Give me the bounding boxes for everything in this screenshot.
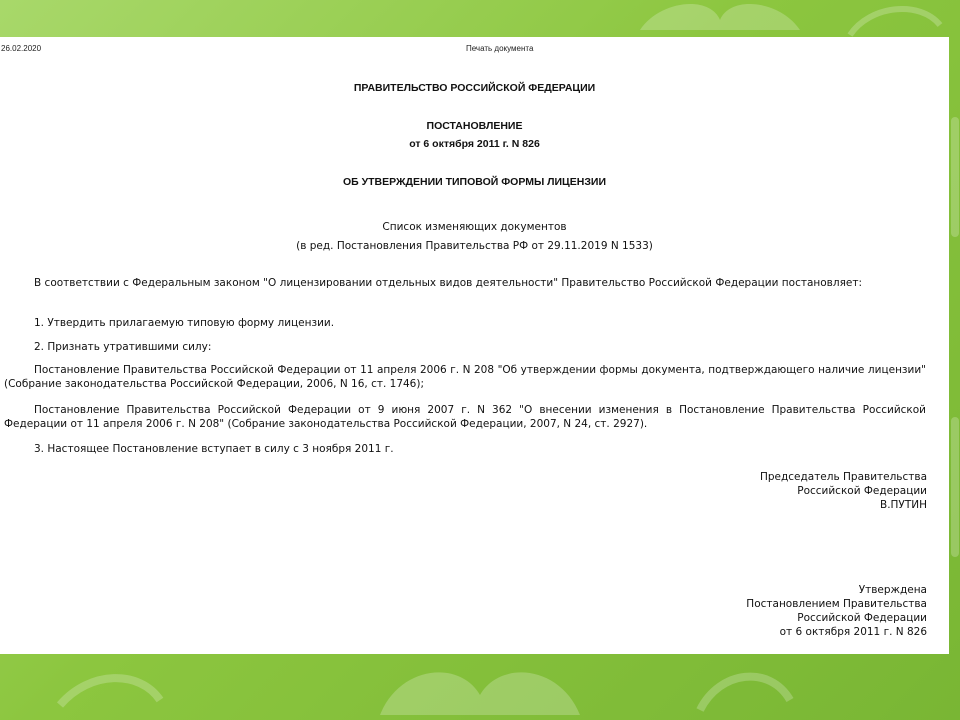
- paragraph-repeal-2007: Постановление Правительства Российской Федерации от 9 июня 2007 г. N 362 "О внесении изменения в Постановление Правительства Российской Федерации от 11 апреля 2006 г. N 208" (Собрание законодательства Российской Федерации, 2007, N 24, ст. 2927).: [4, 404, 926, 430]
- paragraph-item-3: 3. Настоящее Постановление вступает в силу с 3 ноября 2011 г.: [34, 443, 394, 455]
- signature-org: Российской Федерации: [797, 485, 927, 497]
- butterfly-decoration-right: [949, 37, 960, 654]
- print-date: 26.02.2020: [1, 44, 42, 53]
- print-document-label: Печать документа: [466, 44, 534, 53]
- doc-type-heading: ПОСТАНОВЛЕНИЕ: [426, 120, 523, 132]
- authority-heading: ПРАВИТЕЛЬСТВО РОССИЙСКОЙ ФЕДЕРАЦИИ: [353, 82, 596, 94]
- approval-line-3: Российской Федерации: [797, 612, 927, 624]
- butterfly-decoration-top: [600, 0, 960, 37]
- signature-name: В.ПУТИН: [880, 499, 927, 511]
- paragraph-repeal-2006: Постановление Правительства Российской Федерации от 11 апреля 2006 г. N 208 "Об утверждении формы документа, подтверждающего наличие лицензии" (Собрание законодательства Российской Федерации, 2006, N 16, ст. 1746);: [4, 364, 926, 390]
- changes-reference: (в ред. Постановления Правительства РФ от 29.11.2019 N 1533): [296, 240, 653, 252]
- doc-date-number: от 6 октября 2011 г. N 826: [409, 138, 540, 150]
- butterfly-decoration-bottom: [0, 655, 960, 720]
- signature-block: [560, 470, 927, 512]
- approval-line-2: Постановлением Правительства: [746, 598, 927, 610]
- changes-title: Список изменяющих документов: [382, 221, 567, 233]
- approval-line-1: Утверждена: [858, 584, 927, 596]
- signature-title: Председатель Правительства: [759, 471, 927, 483]
- paragraph-item-1: 1. Утвердить прилагаемую типовую форму лицензии.: [34, 317, 335, 329]
- paragraph-preamble: В соответствии с Федеральным законом "О лицензировании отдельных видов деятельности" Правительство Российской Федерации постановляет:: [34, 277, 863, 289]
- subject-heading: ОБ УТВЕРЖДЕНИИ ТИПОВОЙ ФОРМЫ ЛИЦЕНЗИИ: [342, 176, 606, 188]
- document-page: [0, 37, 949, 654]
- approval-line-4: от 6 октября 2011 г. N 826: [779, 626, 927, 638]
- paragraph-item-2: 2. Признать утратившими силу:: [34, 341, 212, 353]
- approval-block: [560, 583, 927, 639]
